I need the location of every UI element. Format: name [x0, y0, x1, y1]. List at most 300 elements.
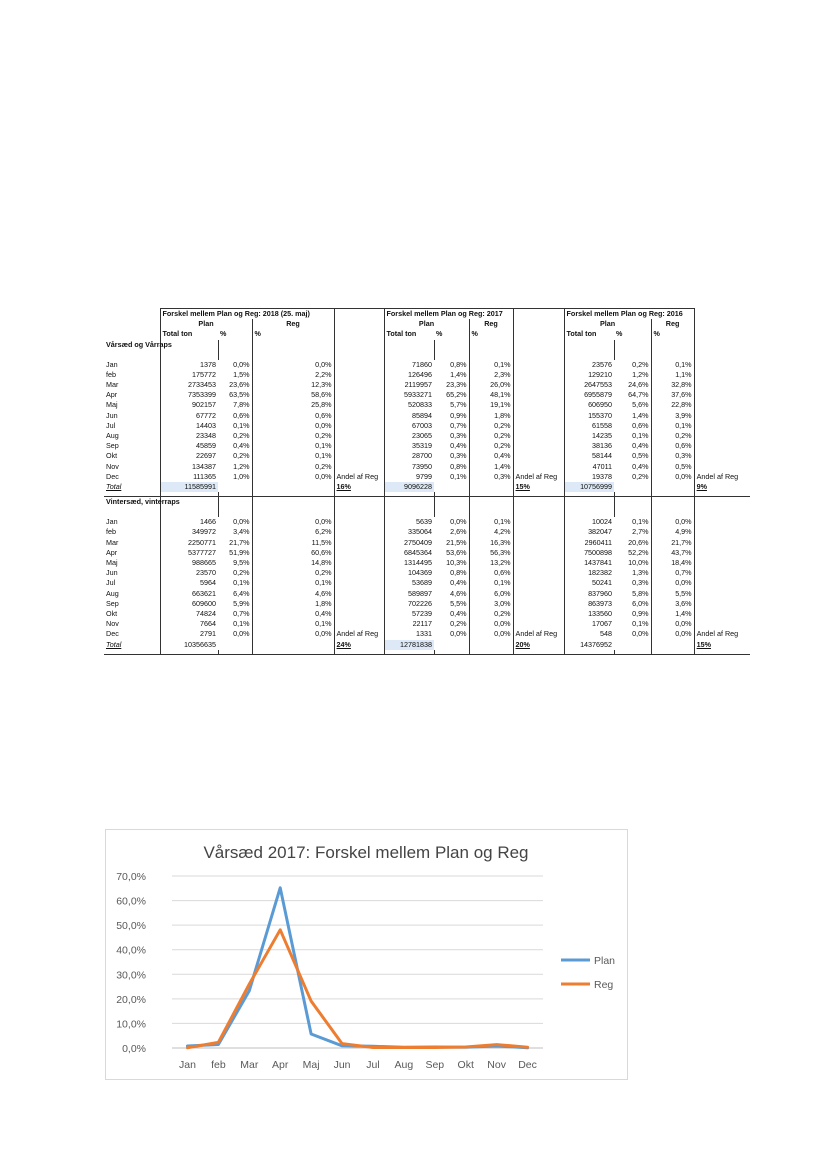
blank-cell	[434, 497, 469, 508]
blank-cell	[694, 350, 750, 360]
blank-cell	[564, 497, 614, 508]
plan-pct-cell: 6,0%	[632, 598, 649, 608]
table-row	[104, 568, 750, 578]
table-row	[104, 599, 750, 609]
table-row	[104, 548, 750, 558]
plan-total-cell: 335064	[384, 527, 434, 537]
plan-total-cell: 1314495	[384, 558, 434, 568]
blank-cell	[334, 589, 384, 599]
plan-total-cell: 548	[564, 629, 614, 639]
pct-header: %	[616, 329, 623, 339]
blank-cell	[334, 599, 384, 609]
plan-pct-cell: 10,3%	[446, 558, 467, 568]
plan-total-cell: 175772	[160, 370, 218, 380]
blank-cell	[252, 640, 334, 650]
plan-pct-cell: 0,1%	[233, 578, 250, 588]
plan-total-cell: 5964	[160, 578, 218, 588]
total-ton-header: Total ton	[160, 329, 218, 339]
blank-cell	[694, 431, 750, 441]
blank-cell	[694, 421, 750, 431]
blank-cell	[694, 619, 750, 629]
blank-cell	[104, 329, 160, 339]
x-tick-label: Sep	[425, 1059, 445, 1071]
blank-cell	[334, 619, 384, 629]
month-label: Jun	[106, 410, 118, 420]
month-label: Mar	[106, 380, 119, 390]
blank-cell	[469, 650, 513, 655]
reg-pct-cell: 0,2%	[469, 609, 513, 619]
reg-pct-cell: 37,6%	[651, 390, 694, 400]
blank-cell	[614, 350, 651, 360]
plan-total-cell: 2733453	[160, 380, 218, 390]
blank-cell	[469, 350, 513, 360]
plan-total-cell: 104369	[384, 568, 434, 578]
plan-total-cell: 85894	[384, 411, 434, 421]
plan-total-cell: 5933271	[384, 390, 434, 400]
y-tick-label: 70,0%	[116, 871, 146, 883]
blank-cell	[334, 558, 384, 568]
reg-pct-cell: 0,0%	[252, 472, 334, 482]
blank-cell	[694, 451, 750, 461]
pct-header: %	[220, 329, 227, 339]
blank-cell	[564, 350, 614, 360]
section-title: Vintersæd, vinterraps	[106, 497, 180, 507]
blank-cell	[334, 350, 384, 360]
reg-pct-cell: 0,2%	[469, 421, 513, 431]
plan-total-cell: 7664	[160, 619, 218, 629]
plan-pct-cell: 0,1%	[632, 517, 649, 527]
blank-cell	[651, 640, 694, 650]
reg-pct-cell: 4,6%	[252, 589, 334, 599]
blank-cell	[694, 497, 750, 508]
blank-cell	[218, 350, 252, 360]
month-label: Maj	[106, 558, 118, 568]
month-label: feb	[106, 527, 116, 537]
plan-total-cell: 38136	[564, 441, 614, 451]
reg-pct-cell: 18,4%	[651, 558, 694, 568]
plan-total-cell: 6955879	[564, 390, 614, 400]
plan-pct-cell: 5,6%	[632, 400, 649, 410]
plan-total-cell: 53689	[384, 578, 434, 588]
blank-cell	[694, 538, 750, 548]
blank-cell	[513, 548, 564, 558]
total-ton-header: Total ton	[564, 329, 614, 339]
reg-pct-cell: 6,2%	[252, 527, 334, 537]
plan-pct-cell: 23,6%	[229, 380, 250, 390]
blank-cell	[694, 558, 750, 568]
plan-total-cell: 5639	[384, 517, 434, 527]
y-tick-label: 60,0%	[116, 895, 146, 908]
reg-pct-cell: 0,4%	[252, 609, 334, 619]
x-tick-label: Jul	[366, 1059, 380, 1071]
reg-pct-cell: 0,0%	[651, 517, 694, 527]
blank-cell	[513, 380, 564, 390]
plan-total-cell: 5377727	[160, 548, 218, 558]
table-row	[104, 472, 750, 482]
blank-cell	[513, 451, 564, 461]
reg-pct-cell: 14,8%	[252, 558, 334, 568]
blank-cell	[694, 527, 750, 537]
plan-total-cell: 902157	[160, 400, 218, 410]
table-row	[104, 619, 750, 629]
x-tick-label: Aug	[394, 1059, 414, 1071]
blank-cell	[334, 380, 384, 390]
plan-total-cell: 126496	[384, 370, 434, 380]
plan-pct-cell: 1,0%	[233, 471, 250, 481]
blank-cell	[334, 548, 384, 558]
plan-total-cell: 863973	[564, 599, 614, 609]
table-row	[104, 380, 750, 390]
blank-cell	[434, 650, 469, 655]
blank-cell	[469, 482, 513, 492]
plan-total-cell: 71860	[384, 360, 434, 370]
total-value: 12781838	[384, 640, 434, 650]
reg-pct-header: %	[252, 329, 334, 339]
plan-header: Plan	[384, 319, 469, 329]
y-tick-label: 10,0%	[116, 1018, 146, 1031]
plan-total-cell: 35319	[384, 441, 434, 451]
plan-total-cell: 349972	[160, 527, 218, 537]
reg-pct-cell: 0,0%	[651, 629, 694, 639]
plan-pct-cell: 1,4%	[450, 369, 467, 379]
blank-cell	[334, 568, 384, 578]
plan-total-cell: 67003	[384, 421, 434, 431]
blank-cell	[334, 578, 384, 588]
blank-cell	[513, 340, 564, 350]
plan-total-cell: 45859	[160, 441, 218, 451]
reg-pct-cell: 0,2%	[252, 431, 334, 441]
blank-cell	[513, 568, 564, 578]
blank-cell	[694, 390, 750, 400]
chart-title: Vårsæd 2017: Forskel mellem Plan og Reg	[203, 843, 529, 862]
table-row	[104, 589, 750, 599]
reg-pct-cell: 21,7%	[651, 538, 694, 548]
reg-pct-cell: 2,2%	[252, 370, 334, 380]
blank-cell	[513, 431, 564, 441]
plan-pct-cell: 1,2%	[632, 369, 649, 379]
plan-total-cell: 702226	[384, 599, 434, 609]
reg-pct-cell: 0,6%	[469, 568, 513, 578]
reg-pct-cell: 0,2%	[469, 441, 513, 451]
blank-cell	[513, 400, 564, 410]
plan-total-cell: 58144	[564, 451, 614, 461]
month-label: Jan	[106, 359, 118, 369]
reg-pct-cell: 13,2%	[469, 558, 513, 568]
plan-pct-cell: 1,4%	[632, 410, 649, 420]
blank-cell	[384, 650, 434, 655]
blank-cell	[694, 609, 750, 619]
plan-total-cell: 6845364	[384, 548, 434, 558]
plan-pct-cell: 0,2%	[632, 471, 649, 481]
plan-total-cell: 10024	[564, 517, 614, 527]
plan-pct-cell: 24,6%	[628, 380, 649, 390]
plan-total-cell: 73950	[384, 462, 434, 472]
reg-pct-cell: 19,1%	[469, 400, 513, 410]
y-tick-label: 50,0%	[116, 920, 146, 933]
month-label: Apr	[106, 390, 118, 400]
blank-cell	[334, 441, 384, 451]
plan-total-cell: 2960411	[564, 538, 614, 548]
table-row	[104, 462, 750, 472]
reg-pct-cell: 0,1%	[252, 578, 334, 588]
blank-cell	[694, 400, 750, 410]
plan-reg-table	[104, 308, 750, 655]
table-header-row	[104, 319, 750, 329]
table-row	[104, 629, 750, 639]
month-label: Maj	[106, 400, 118, 410]
blank-cell	[334, 527, 384, 537]
plan-total-cell: 57239	[384, 609, 434, 619]
blank-cell	[694, 340, 750, 350]
blank-cell	[513, 650, 564, 655]
plan-pct-cell: 5,9%	[233, 598, 250, 608]
blank-cell	[513, 527, 564, 537]
plan-pct-cell: 0,0%	[450, 517, 467, 527]
block-title: Forskel mellem Plan og Reg: 2017	[384, 309, 513, 320]
andel-label: Andel af Reg	[696, 629, 739, 639]
reg-pct-cell: 0,0%	[252, 629, 334, 639]
blank-cell	[513, 497, 564, 508]
reg-pct-cell: 0,1%	[651, 360, 694, 370]
plan-total-cell: 129210	[564, 370, 614, 380]
reg-pct-cell: 43,7%	[651, 548, 694, 558]
plan-pct-cell: 0,9%	[632, 609, 649, 619]
plan-pct-cell: 5,5%	[450, 598, 467, 608]
blank-cell	[334, 517, 384, 527]
line-chart	[105, 829, 628, 1080]
plan-pct-cell: 0,6%	[632, 420, 649, 430]
blank-cell	[252, 497, 334, 508]
month-label: feb	[106, 369, 116, 379]
month-label: Okt	[106, 451, 118, 461]
plan-pct-cell: 0,1%	[450, 471, 467, 481]
blank-cell	[513, 421, 564, 431]
x-tick-label: Okt	[457, 1059, 474, 1071]
plan-total-cell: 7500898	[564, 548, 614, 558]
month-label: Jan	[106, 517, 118, 527]
table-row	[104, 411, 750, 421]
block-title: Forskel mellem Plan og Reg: 2018 (25. maj)	[160, 309, 334, 320]
reg-pct-cell: 4,2%	[469, 527, 513, 537]
blank-cell	[614, 482, 651, 492]
reg-pct-cell: 1,4%	[469, 462, 513, 472]
plan-pct-cell: 51,9%	[229, 547, 250, 557]
plan-total-cell: 1378	[160, 360, 218, 370]
blank-cell	[513, 309, 564, 320]
plan-pct-cell: 0,2%	[632, 359, 649, 369]
blank-cell	[694, 380, 750, 390]
plan-total-cell: 1437841	[564, 558, 614, 568]
blank-cell	[334, 650, 384, 655]
plan-total-cell: 111365	[160, 472, 218, 482]
blank-cell	[334, 431, 384, 441]
table-row	[104, 609, 750, 619]
section-header-row	[104, 350, 750, 360]
blank-cell	[104, 309, 160, 320]
reg-pct-cell: 0,1%	[252, 451, 334, 461]
plan-pct-cell: 0,2%	[233, 431, 250, 441]
plan-pct-cell: 1,5%	[233, 369, 250, 379]
comparison-table-area	[104, 308, 750, 655]
plan-total-cell: 14403	[160, 421, 218, 431]
blank-cell	[434, 482, 469, 492]
reg-pct-cell: 32,8%	[651, 380, 694, 390]
plan-pct-cell: 1,3%	[632, 568, 649, 578]
blank-cell	[104, 319, 160, 329]
plan-pct-cell: 0,0%	[450, 629, 467, 639]
reg-pct-cell: 1,1%	[651, 370, 694, 380]
reg-pct-cell: 0,1%	[651, 421, 694, 431]
plan-total-cell: 589897	[384, 589, 434, 599]
blank-cell	[513, 599, 564, 609]
plan-total-cell: 382047	[564, 527, 614, 537]
blank-cell	[434, 350, 469, 360]
plan-pct-cell: 65,2%	[446, 390, 467, 400]
total-value: 10756999	[564, 482, 614, 492]
total-ton-header: Total ton	[384, 329, 434, 339]
blank-cell	[513, 589, 564, 599]
blank-cell	[334, 421, 384, 431]
y-tick-label: 30,0%	[116, 969, 146, 982]
andel-value: 9%	[696, 482, 707, 492]
blank-cell	[334, 497, 384, 508]
total-value: 11585991	[160, 482, 218, 492]
total-label: Total	[106, 482, 122, 492]
plan-pct-cell: 0,0%	[233, 517, 250, 527]
blank-cell	[218, 507, 252, 517]
plan-pct-cell: 52,2%	[628, 547, 649, 557]
plan-pct-cell: 9,5%	[233, 558, 250, 568]
plan-pct-cell: 5,8%	[632, 588, 649, 598]
blank-cell	[694, 650, 750, 655]
reg-pct-cell: 60,6%	[252, 548, 334, 558]
month-label: Apr	[106, 547, 118, 557]
y-tick-label: 40,0%	[116, 944, 146, 957]
reg-pct-cell: 0,3%	[651, 451, 694, 461]
plan-pct-cell: 0,4%	[233, 441, 250, 451]
plan-total-cell: 17067	[564, 619, 614, 629]
blank-cell	[252, 350, 334, 360]
blank-cell	[694, 548, 750, 558]
plan-header: Plan	[564, 319, 651, 329]
reg-pct-cell: 0,0%	[651, 619, 694, 629]
reg-pct-cell: 6,0%	[469, 589, 513, 599]
reg-pct-cell: 48,1%	[469, 390, 513, 400]
table-row	[104, 538, 750, 548]
reg-pct-cell: 0,4%	[469, 451, 513, 461]
blank-cell	[694, 309, 750, 320]
reg-pct-cell: 0,0%	[469, 619, 513, 629]
month-label: Dec	[106, 471, 119, 481]
reg-pct-cell: 11,5%	[252, 538, 334, 548]
blank-cell	[564, 650, 614, 655]
plan-pct-cell: 23,3%	[446, 380, 467, 390]
reg-pct-cell: 0,6%	[651, 441, 694, 451]
plan-header: Plan	[160, 319, 252, 329]
blank-cell	[614, 340, 651, 350]
blank-cell	[513, 370, 564, 380]
andel-value: 16%	[334, 482, 384, 492]
blank-cell	[469, 507, 513, 517]
table-row	[104, 441, 750, 451]
x-tick-label: Mar	[240, 1059, 259, 1071]
reg-pct-cell: 56,3%	[469, 548, 513, 558]
reg-pct-cell: 4,9%	[651, 527, 694, 537]
month-label: Jul	[106, 578, 116, 588]
plan-total-cell: 1466	[160, 517, 218, 527]
blank-cell	[160, 350, 218, 360]
blank-cell	[218, 340, 252, 350]
plan-total-cell: 155370	[564, 411, 614, 421]
plan-pct-cell: 2,6%	[450, 527, 467, 537]
andel-value: 15%	[696, 639, 711, 649]
blank-cell	[334, 451, 384, 461]
plan-total-cell: 50241	[564, 578, 614, 588]
plan-total-cell: 609600	[160, 599, 218, 609]
reg-pct-cell: 0,1%	[252, 441, 334, 451]
blank-cell	[384, 340, 434, 350]
blank-cell	[513, 578, 564, 588]
month-label: Aug	[106, 431, 119, 441]
reg-pct-cell: 0,0%	[469, 629, 513, 639]
x-tick-label: Apr	[272, 1059, 289, 1071]
month-label: Nov	[106, 619, 119, 629]
month-label: Jun	[106, 568, 118, 578]
blank-cell	[694, 517, 750, 527]
plan-total-cell: 2791	[160, 629, 218, 639]
reg-pct-cell: 0,1%	[469, 517, 513, 527]
andel-label: Andel af Reg	[513, 472, 564, 482]
plan-pct-cell: 0,2%	[233, 568, 250, 578]
blank-cell	[334, 340, 384, 350]
reg-pct-cell: 58,6%	[252, 390, 334, 400]
andel-label: Andel af Reg	[696, 471, 739, 481]
reg-pct-cell: 0,2%	[252, 568, 334, 578]
reg-pct-cell: 0,1%	[469, 578, 513, 588]
plan-pct-cell: 63,5%	[229, 390, 250, 400]
blank-cell	[513, 517, 564, 527]
total-label: Total	[106, 639, 122, 649]
blank-cell	[434, 340, 469, 350]
blank-cell	[614, 497, 651, 508]
blank-cell	[384, 350, 434, 360]
blank-cell	[469, 497, 513, 508]
month-label: Aug	[106, 588, 119, 598]
blank-cell	[694, 599, 750, 609]
blank-cell	[334, 411, 384, 421]
table-row	[104, 360, 750, 370]
plan-pct-cell: 0,4%	[450, 441, 467, 451]
x-tick-label: Maj	[302, 1059, 320, 1071]
plan-total-cell: 23576	[564, 360, 614, 370]
plan-pct-cell: 6,4%	[233, 588, 250, 598]
blank-cell	[614, 640, 651, 650]
plan-total-cell: 606950	[564, 400, 614, 410]
plan-pct-cell: 2,7%	[632, 527, 649, 537]
blank-cell	[218, 482, 252, 492]
blank-cell	[694, 329, 750, 339]
blank-cell	[469, 640, 513, 650]
plan-pct-cell: 21,7%	[229, 537, 250, 547]
plan-total-cell: 182382	[564, 568, 614, 578]
section-header-row	[104, 507, 750, 517]
reg-pct-cell: 0,0%	[252, 421, 334, 431]
andel-value: 20%	[513, 640, 564, 650]
y-tick-label: 20,0%	[116, 993, 146, 1006]
reg-pct-cell: 0,2%	[651, 431, 694, 441]
table-row	[104, 578, 750, 588]
plan-pct-cell: 0,0%	[632, 629, 649, 639]
